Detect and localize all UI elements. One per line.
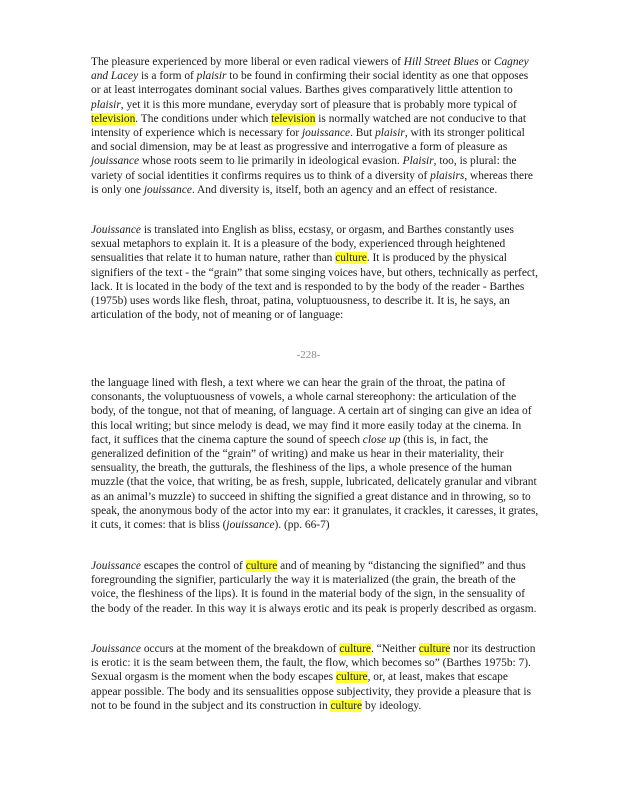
- italic-text: Jouissance: [91, 643, 141, 655]
- highlighted-term: television: [91, 112, 136, 125]
- text-run: is translated into English as bliss, ecstasy, or orgasm, and Barthes constantly uses sexual metaphors to explain it. It is a pleasure of the body, experienced through heightened sensualities that relate it to human nature, rather than: [91, 224, 514, 265]
- italic-text: close up: [362, 433, 401, 446]
- paragraph-4: [91, 642, 539, 713]
- text-run: . And diversity is, itself, both an agency and an effect of resistance.: [191, 183, 498, 196]
- text-run: , too, is plural: the variety of social identities it confirms requires us to think of a diversity of: [91, 155, 517, 182]
- paragraph-1: [91, 55, 539, 197]
- italic-text: plaisir: [91, 98, 121, 111]
- highlighted-term: culture: [339, 643, 371, 655]
- highlighted-term: culture: [335, 252, 367, 265]
- italic-text: jouissance: [226, 519, 275, 532]
- text-run: . The conditions under which: [135, 112, 272, 125]
- highlighted-term: culture: [418, 643, 451, 655]
- page-number: -228-: [296, 349, 321, 361]
- text-run: escapes the control of: [140, 560, 246, 572]
- text-run: to be found in confirming their social identity as one that opposes or at least interrogates dominant social values. Barthes gives comparatively little attention to: [91, 70, 529, 97]
- text-run: occurs at the moment of the breakdown of: [140, 643, 340, 655]
- text-run: . But: [350, 127, 376, 140]
- italic-text: Plaisir: [402, 155, 434, 168]
- text-run: . “Neither: [370, 643, 419, 655]
- text-run: , whereas there is only one: [91, 169, 533, 196]
- italic-text: plaisirs: [430, 169, 465, 182]
- highlighted-term: culture: [335, 671, 368, 684]
- text-run: nor its destruction is erotic: it is the seam between them, the fault, the flow, which becomes so” (Barthes 1975b: 7). Sexual orgasm is the moment when the body escapes: [91, 643, 536, 684]
- text-run: and of meaning by “distancing the signified” and thus foregrounding the signifier, particularly the way it is materialized (the grain, the breath of the voice, the fleshiness of the lips). It is found in the material body of the sign, in the sensuality of the body of the reader. In this way it is always erotic and its peak is properly described as orgasm.: [91, 560, 537, 615]
- text-run: the language lined with flesh, a text where we can hear the grain of the throat, the patina of consonants, the voluptuousness of vowels, a whole carnal stereophony: the articulation of the body, of the tongue, not that of meaning, of language. A certain art of singing can give an idea of this local writing; but since melody is dead, we may find it more easily today at the cinema. In fact, it suffices that the cinema capture the sound of speech: [91, 377, 532, 446]
- text-run: whose roots seem to lie primarily in ideological evasion.: [139, 155, 403, 168]
- highlighted-term: culture: [245, 560, 278, 572]
- text-run: , yet it is this more mundane, everyday sort of pleasure that is probably more typical of: [120, 98, 517, 111]
- text-run: is a form of: [138, 70, 197, 83]
- italic-text: Jouissance: [91, 560, 141, 572]
- text-run: is normally watched are not conducive to that intensity of experience which is necessary for: [91, 112, 527, 140]
- italic-text: jouissance: [91, 155, 140, 168]
- block-quote: [91, 376, 539, 532]
- italic-text: plaisir: [196, 70, 227, 83]
- paragraph-3: [91, 559, 539, 616]
- italic-text: Hill Street Blues: [403, 56, 479, 68]
- text-run: (this is, in fact, the generalized definition of the “grain” of writing) and make us hear in their materiality, their sensuality, the breath, the gutturals, the fleshiness of the lips, a whole presence of the human muzzle (that the voice, that writing, be as fresh, supple, lubricated, delicately granular and vibrant as an animal’s muzzle) to succeed in shifting the signified a great distance and in throwing, so to speak, the anonymous body of the actor into my ear: it granulates, it crackles, it caresses, it grates, it cuts, it comes: that is bliss (: [91, 433, 539, 532]
- text-run: The pleasure experienced by more liberal or even radical viewers of: [91, 56, 404, 68]
- highlighted-term: television: [271, 112, 316, 125]
- italic-text: Cagney and Lacey: [91, 56, 529, 83]
- text-run: , or, at least, makes that escape appear possible. The body and its sensualities oppose subjectivity, they provide a pleasure that is not to be found in the subject and its construction in: [91, 671, 532, 712]
- italic-text: jouissance: [301, 127, 351, 140]
- text-run: . It is produced by the physical signifiers of the text - the “grain” that some singing voices have, but others, technically as perfect, lack. It is located in the body of the text and is responded to by the body of the reader - Barthes (1975b) uses words like flesh, throat, patina, voluptuousness, to describe it. It is, he says, an articulation of the body, not of meaning or of language:: [91, 252, 538, 322]
- text-run: , with its stronger political and social dimension, may be at least as progressive and interrogative a form of pleasure as: [91, 127, 525, 154]
- italic-text: plaisir: [375, 127, 405, 140]
- text-run: or: [478, 56, 494, 68]
- text-run: by ideology.: [362, 699, 422, 712]
- italic-text: jouissance: [143, 183, 192, 196]
- text-run: ). (pp. 66-7): [274, 519, 330, 532]
- paragraph-2: [91, 223, 539, 322]
- highlighted-term: culture: [330, 699, 363, 712]
- italic-text: Jouissance: [91, 224, 141, 236]
